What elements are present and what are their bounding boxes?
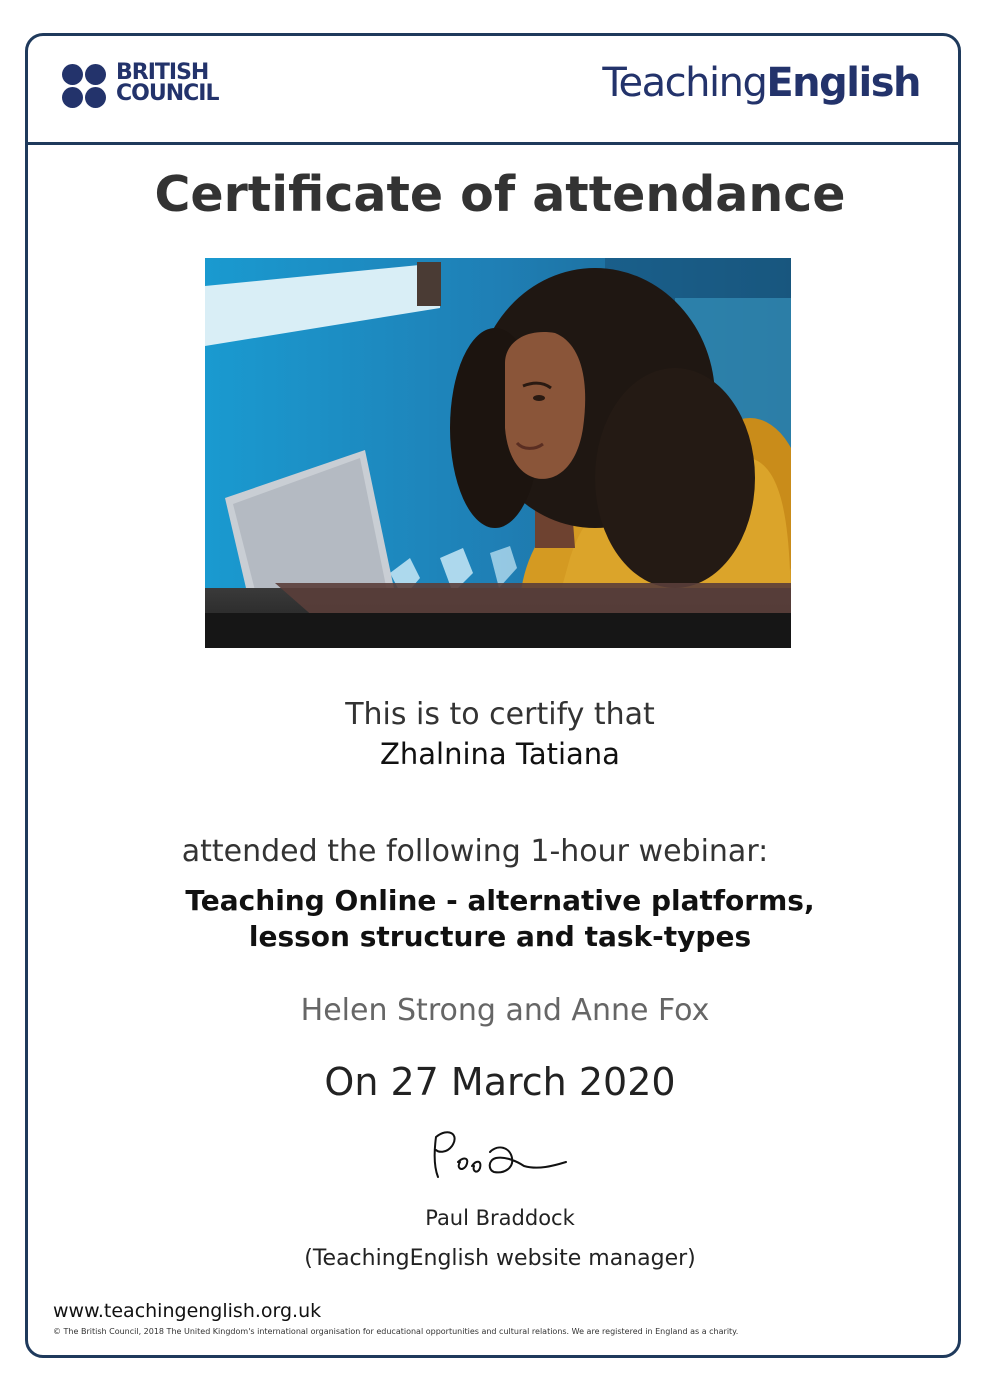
webinar-title-line2: lesson structure and task-types	[248, 920, 752, 953]
webinar-date: On 27 March 2020	[324, 1060, 676, 1104]
signer-name: Paul Braddock	[425, 1206, 575, 1230]
recipient-name: Zhalnina Tatiana	[380, 737, 620, 771]
header-divider	[25, 142, 961, 145]
british-council-dots-icon	[62, 62, 108, 108]
presenters: Helen Strong and Anne Fox	[300, 993, 710, 1028]
footer-legal-text: © The British Council, 2018 The United Kingdom's international organisation for educational opportunities and cultural relations. We are registered in England as a charity.	[53, 1327, 739, 1336]
webinar-title-line1: Teaching Online - alternative platforms,	[185, 884, 815, 917]
certificate-title: Certificate of attendance	[154, 166, 846, 223]
signer-role: (TeachingEnglish website manager)	[304, 1246, 696, 1271]
hero-photo	[205, 258, 791, 648]
signature-image	[428, 1122, 573, 1187]
certify-statement: This is to certify that	[345, 697, 655, 732]
webinar-title	[0, 883, 1000, 955]
attended-statement: attended the following 1-hour webinar:	[181, 834, 769, 869]
british-council-logo	[62, 62, 232, 110]
british-council-wordmark: BRITISH COUNCIL	[116, 60, 219, 106]
teaching-english-logo: TeachingEnglish	[602, 60, 920, 106]
website-url: www.teachingenglish.org.uk	[53, 1300, 322, 1322]
woman-at-laptop-image	[205, 258, 791, 648]
